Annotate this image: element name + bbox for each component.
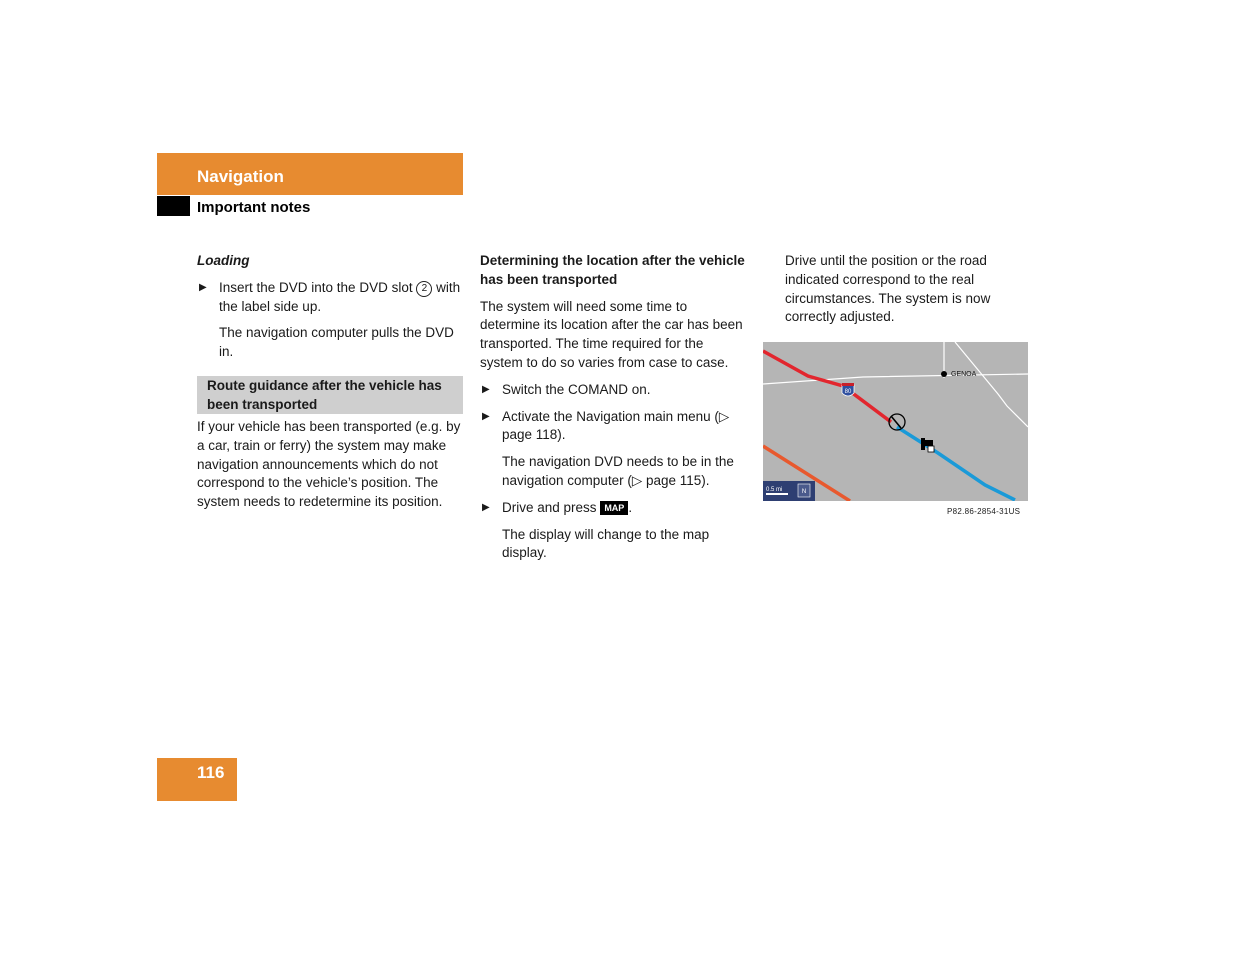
bullet-arrow-icon: ▶ [482, 501, 490, 513]
result-dvd-pulled: The navigation computer pulls the DVD in. [219, 325, 454, 360]
bullet-arrow-icon: ▶ [482, 383, 490, 395]
result-dvd-needed: The navigation DVD needs to be in the navigation computer (▷ page 115). [502, 454, 734, 488]
svg-text:80: 80 [844, 389, 852, 395]
highway-shield-icon [842, 383, 854, 396]
column-right [785, 252, 1028, 327]
loading-heading: Loading [197, 253, 250, 268]
page-number: 116 [197, 763, 225, 782]
step-switch-comand: ▶ Switch the COMAND on. [480, 381, 745, 400]
svg-text:N: N [801, 489, 807, 495]
navigation-map-display [763, 342, 1028, 501]
column-left [197, 252, 463, 512]
result-map-display: The display will change to the map display. [502, 526, 710, 561]
map-scale-box [763, 481, 815, 501]
bullet-arrow-icon: ▶ [482, 410, 490, 422]
location-heading: Determining the location after the vehicle has been transported [480, 253, 745, 287]
transport-explanation: If your vehicle has been transported (e.g. by a car, train or ferry) the system may make navigation announcements which do not correspond to the vehicle’s position. The system needs to redetermine its position. [197, 418, 461, 510]
step-insert-dvd: ▶ Insert the DVD into the DVD slot 2 with the label side up. [199, 279, 461, 314]
subsection-title: Important notes [197, 199, 311, 216]
column-middle [480, 252, 745, 563]
subsection-marker [157, 196, 190, 216]
location-intro: The system will need some time to determine its location after the car has been transported. The time required for the system to do so varies from case to case. [480, 298, 743, 370]
place-label: GENOA [951, 371, 977, 378]
step-activate-navigation: ▶ Activate the Navigation main menu (▷ page 118). [482, 408, 730, 443]
bullet-arrow-icon: ▶ [199, 281, 207, 293]
drive-adjust-text: Drive until the position or the road indicated correspond to the real circumstances. The system is now correctly adjusted. [785, 253, 991, 325]
dvd-slot-number-icon: 2 [416, 281, 432, 297]
figure-caption: P82.86-2854-31US [947, 507, 1021, 516]
scale-label: 0.5 mi [766, 487, 783, 493]
route-guidance-box-title: Route guidance after the vehicle has been transported [197, 376, 463, 414]
map-key-icon: MAP [600, 501, 628, 515]
section-title: Navigation [197, 167, 284, 186]
step-press-map: ▶ Drive and press MAP . [480, 499, 745, 518]
place-marker-icon [941, 371, 947, 377]
